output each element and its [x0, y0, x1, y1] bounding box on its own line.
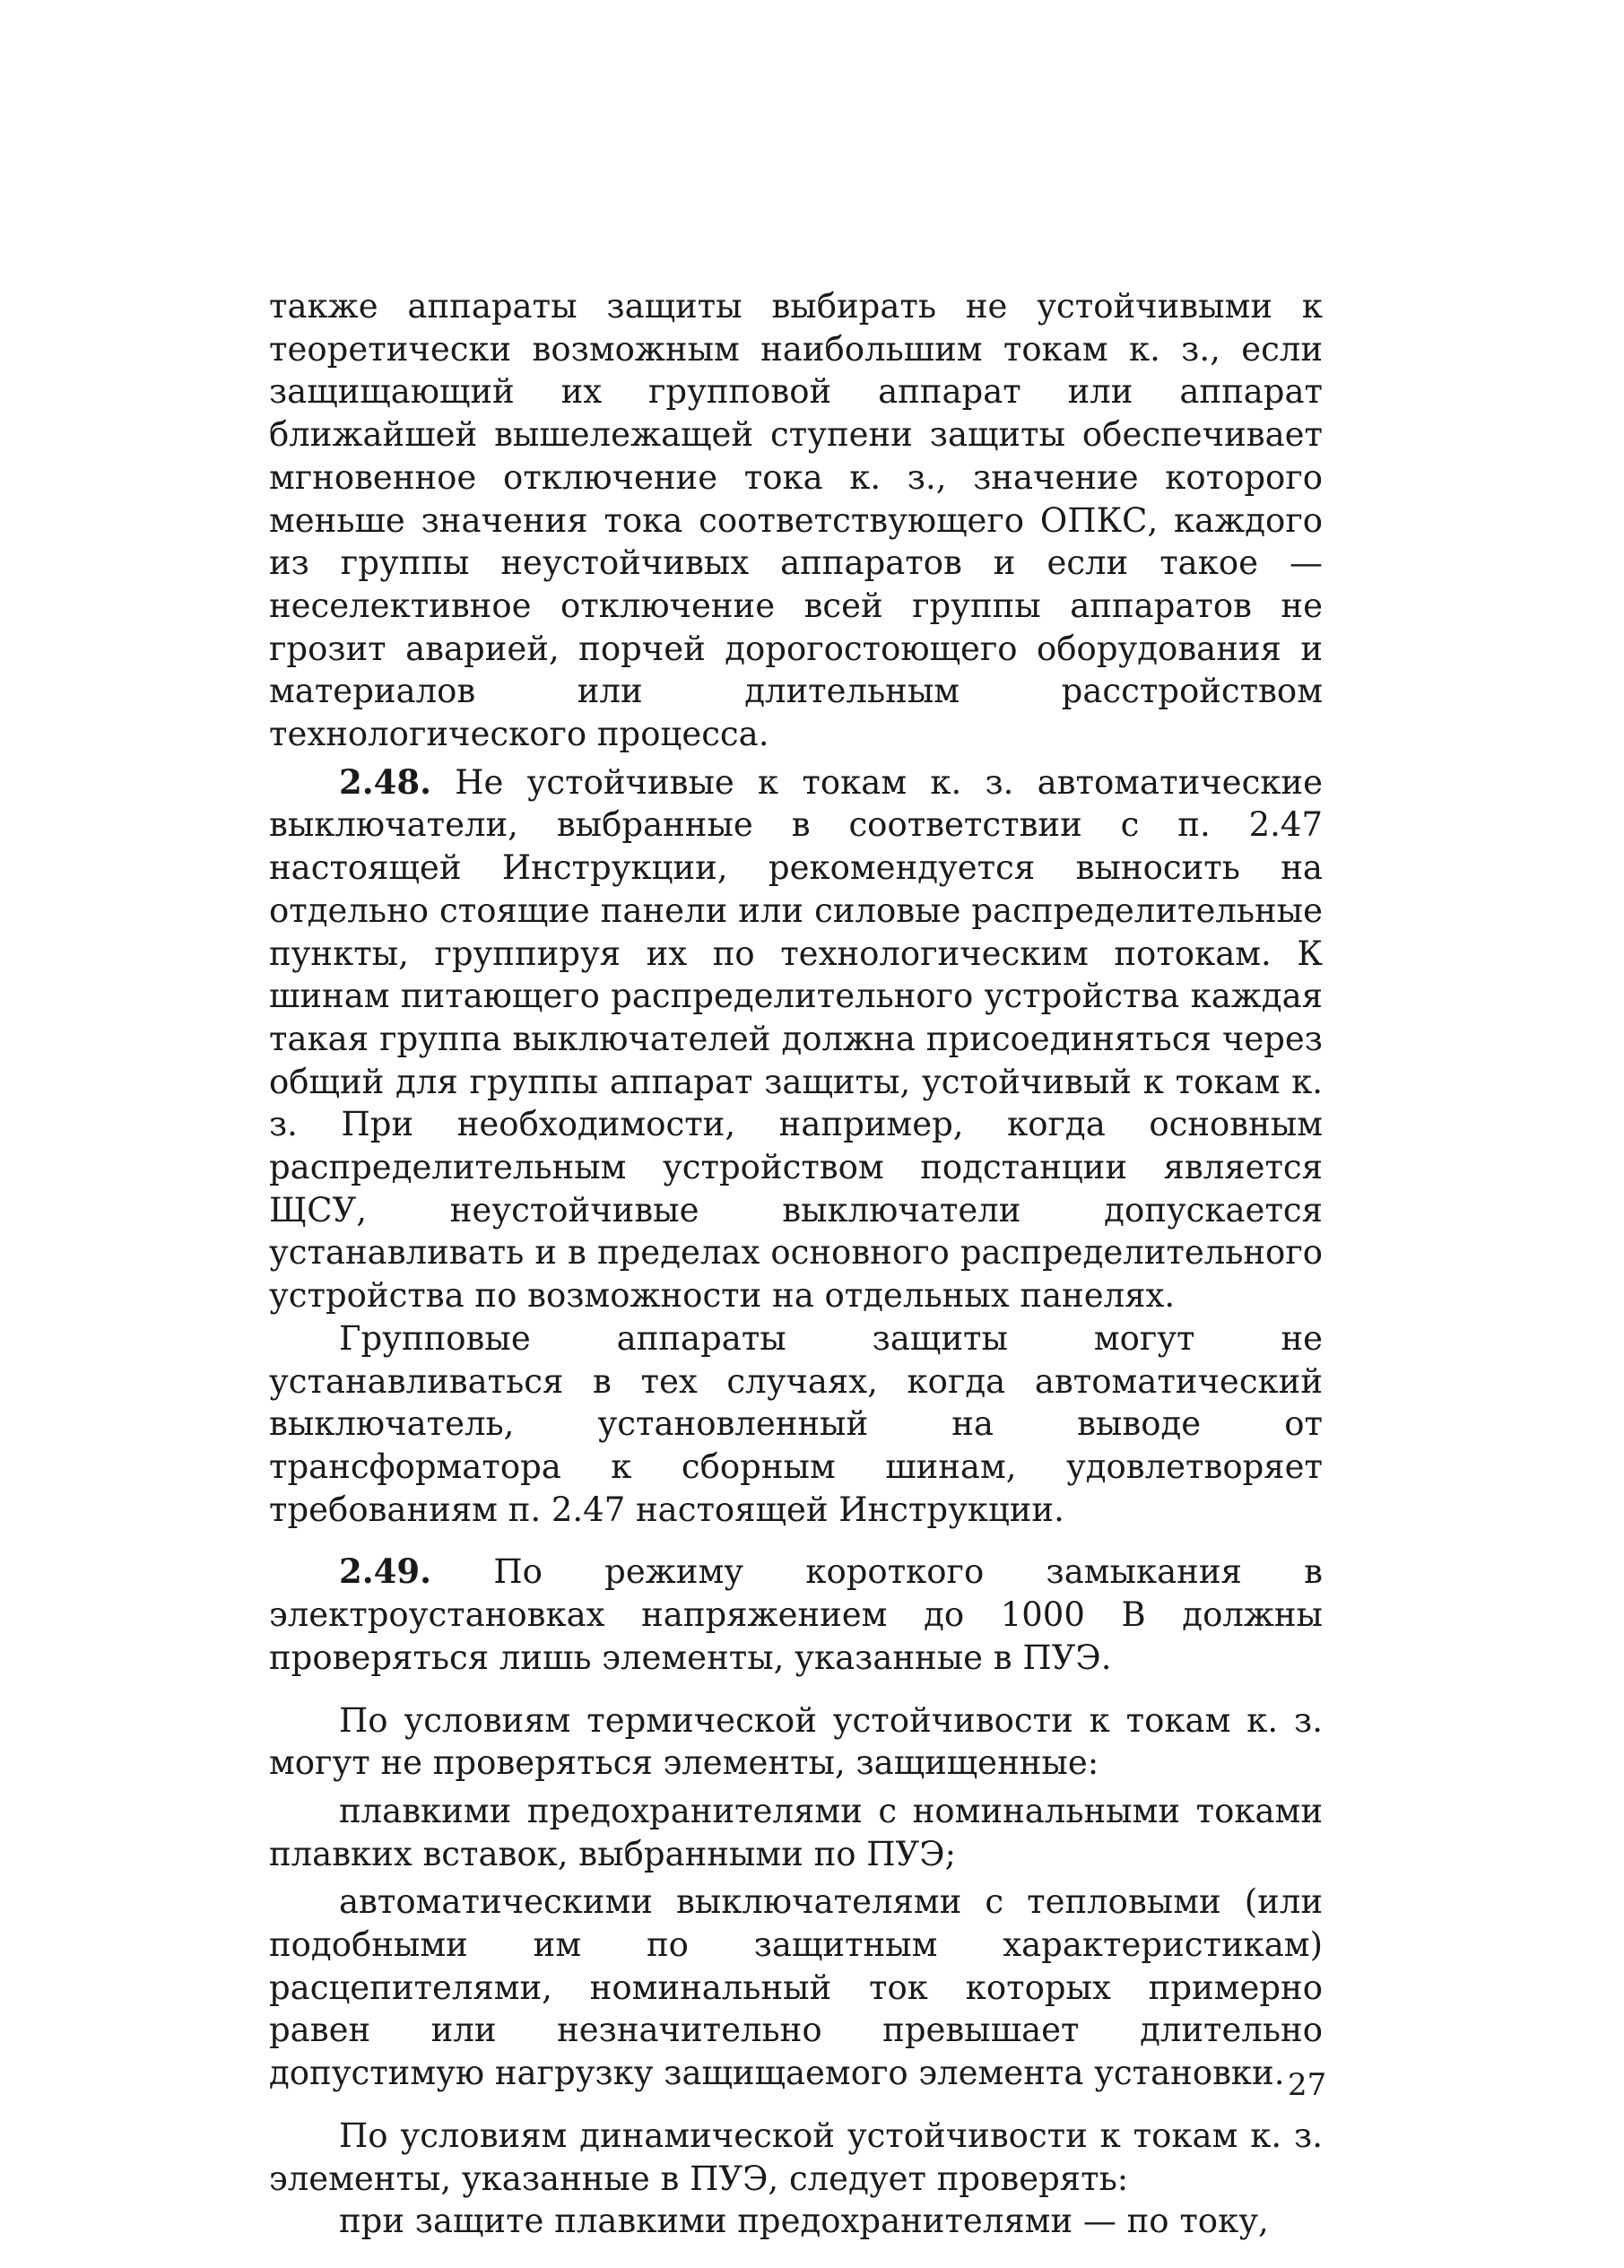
paragraph-2-49 [269, 1551, 1323, 1679]
paragraph-text: при защите плавкими предохранителями — по току, [339, 2202, 1269, 2241]
list-item-fuses [269, 1790, 1323, 1875]
paragraph-text: По условиям термической устойчивости к токам к. з. могут не проверяться элементы, защищенные: [269, 1700, 1323, 1783]
page-number: 27 [1288, 2067, 1327, 2103]
list-item-fuse-protection [269, 2200, 1323, 2243]
paragraph-text: плавкими предохранителями с номинальными токами плавких вставок, выбранными по ПУЭ; [269, 1791, 1323, 1873]
section-number: 2.48. [339, 761, 431, 802]
paragraph-continued-2-47 [269, 285, 1323, 756]
list-item-breakers [269, 1881, 1323, 2095]
paragraph-2-48 [269, 761, 1323, 1317]
paragraph-text: автоматическими выключателями с тепловыми (или подобными им по защитным характеристикам) расцепителями, номинальный ток которых примерно равен или незначительно превышает длительно допустимую нагрузку защищаемого элемента установки. [269, 1882, 1323, 2093]
paragraph-text: также аппараты защиты выбирать не устойчивыми к теоретически возможным наибольшим токам к. з., если защищающий их групповой аппарат или аппарат ближайшей вышележащей ступени защиты обеспечивает мгновенное отключение тока к. з., значение которого меньше значения тока соответствующего ОПКС, каждого из группы неустойчивых аппаратов и если такое — неселективное отключение всей группы аппаратов не грозит аварией, порчей дорогостоющего оборудования и материалов или длительным расстройством технологического процесса. [269, 287, 1323, 754]
page-body [269, 285, 1327, 2243]
paragraph-text: По условиям динамической устойчивости к токам к. з. элементы, указанные в ПУЭ, следует проверять: [269, 2116, 1323, 2198]
section-number: 2.49. [339, 1551, 431, 1592]
paragraph-group-protection [269, 1317, 1323, 1532]
paragraph-text: Групповые аппараты защиты могут не устанавливаться в тех случаях, когда автоматический выключатель, установленный на выводе от трансформатора к сборным шинам, удовлетворяет требованиям п. 2.47 настоящей Инструкции. [269, 1318, 1323, 1529]
paragraph-thermal-stability [269, 1699, 1323, 1785]
paragraph-dynamic-stability [269, 2115, 1323, 2200]
paragraph-text: Не устойчивые к токам к. з. автоматические выключатели, выбранные в соответствии с п. 2.47 настоящей Инструкции, рекомендуется выносить на отдельно стоящие панели или силовые распределительные пункты, группируя их по технологическим потокам. К шинам питающего распределительного устройства каждая такая группа выключателей должна присоединяться через общий для группы аппарат защиты, устойчивый к токам к. з. При необходимости, например, когда основным распределительным устройством подстанции является ЩСУ, неустойчивые выключатели допускается устанавливать и в пределах основного распределительного устройства по возможности на отдельных панелях. [269, 762, 1323, 1316]
paragraph-text: По режиму короткого замыкания в электроустановках напряжением до 1000 В должны проверяться лишь элементы, указанные в ПУЭ. [269, 1552, 1323, 1677]
